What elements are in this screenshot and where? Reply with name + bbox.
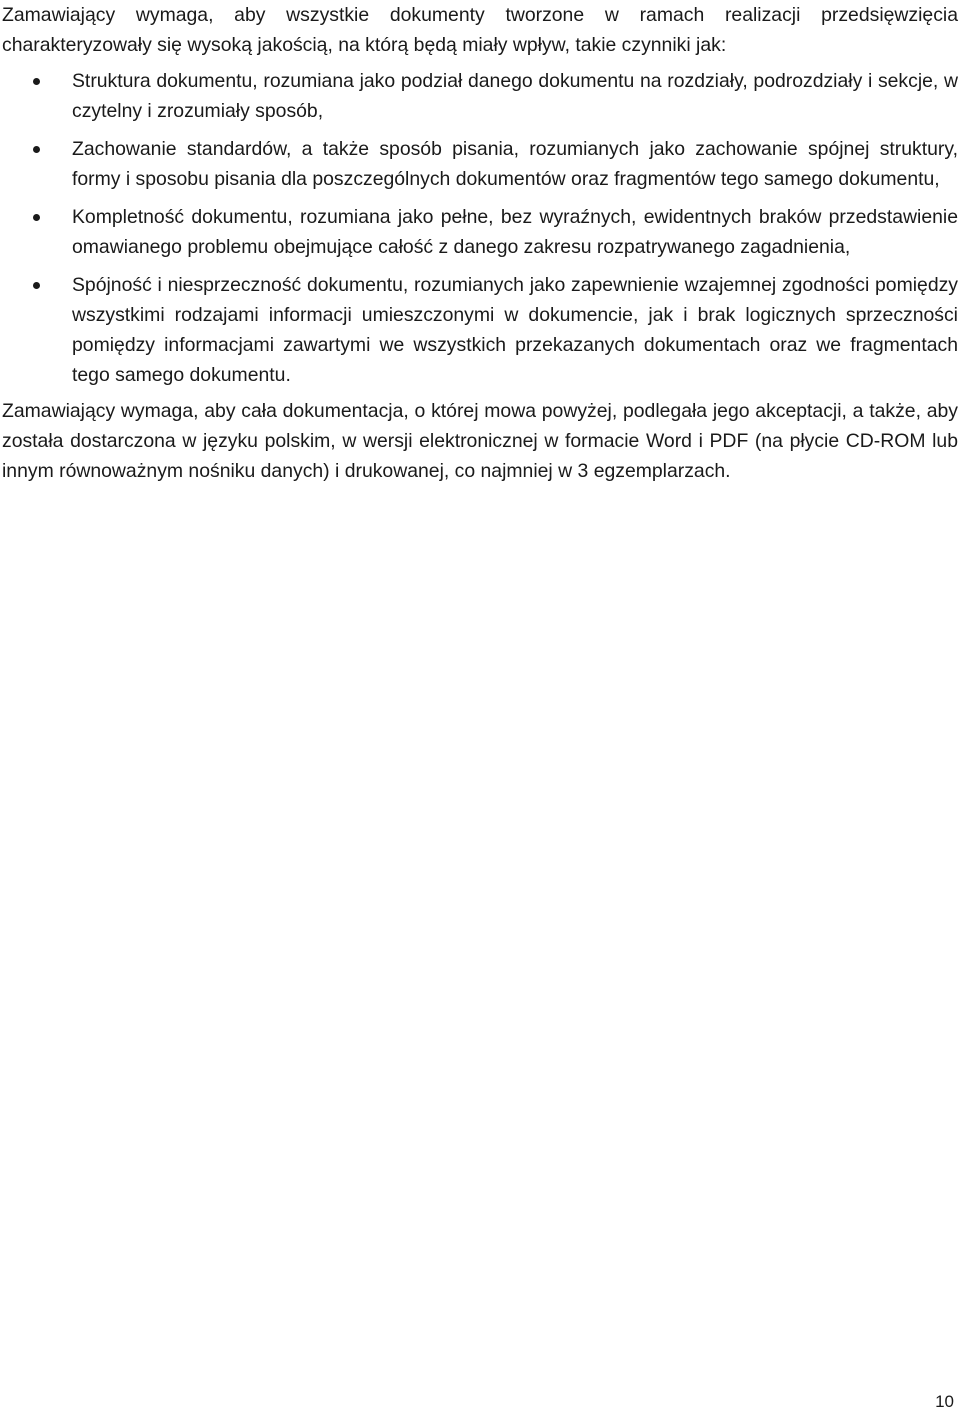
- list-item-text: Spójność i niesprzeczność dokumentu, rozumianych jako zapewnienie wzajemnej zgodności pomiędzy wszystkimi rodzajami informacji umieszczonymi w dokumencie, jak i brak logicznych sprzeczności pomiędzy informacjami zawartymi we wszystkich przekazanych dokumentach oraz we fragmentach tego samego dokumentu.: [72, 274, 958, 386]
- intro-paragraph: Zamawiający wymaga, aby wszystkie dokumenty tworzone w ramach realizacji przedsięwzięcia charakteryzowały się wysoką jakością, na którą będą miały wpływ, takie czynniki jak:: [2, 4, 958, 56]
- bullet-icon: [33, 214, 40, 221]
- list-item-text: Kompletność dokumentu, rozumiana jako pełne, bez wyraźnych, ewidentnych braków przedstawienie omawianego problemu obejmujące całość z danego zakresu rozpatrywanego zagadnienia,: [72, 206, 958, 258]
- list-item: [2, 134, 958, 194]
- page-number: 10: [935, 1392, 954, 1411]
- list-item-text: Zachowanie standardów, a także sposób pisania, rozumianych jako zachowanie spójnej struktury, formy i sposobu pisania dla poszczególnych dokumentów oraz fragmentów tego samego dokumentu,: [72, 138, 958, 190]
- list-item-text: Struktura dokumentu, rozumiana jako podział danego dokumentu na rozdziały, podrozdziały i sekcje, w czytelny i zrozumiały sposób,: [72, 70, 958, 122]
- bullet-icon: [33, 146, 40, 153]
- document-body: [2, 0, 958, 486]
- list-item: [2, 66, 958, 126]
- outro-paragraph: Zamawiający wymaga, aby cała dokumentacja, o której mowa powyżej, podlegała jego akceptacji, a także, aby została dostarczona w języku polskim, w wersji elektronicznej w formacie Word i PDF (na płycie CD-ROM lub innym równoważnym nośniku danych) i drukowanej, co najmniej w 3 egzemplarzach.: [2, 400, 958, 482]
- list-item: [2, 202, 958, 262]
- bullet-icon: [33, 78, 40, 85]
- quality-criteria-list: [2, 66, 958, 390]
- list-item: [2, 270, 958, 390]
- bullet-icon: [33, 282, 40, 289]
